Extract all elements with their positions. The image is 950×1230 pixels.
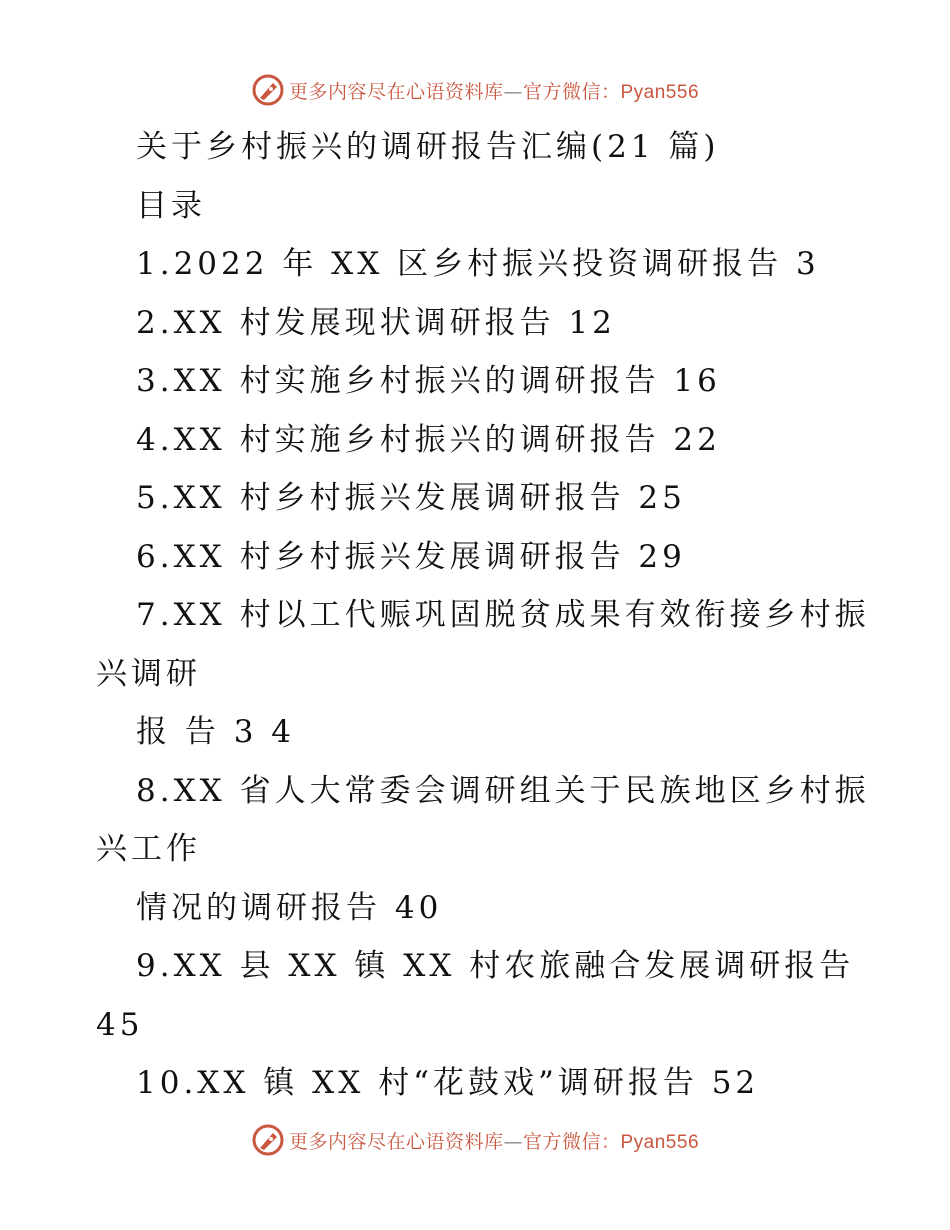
- toc-item-2: 2.XX 村发展现状调研报告 12: [136, 304, 616, 341]
- footer-banner-text: 更多内容尽在心语资料库—官方微信：Pyan556: [288, 1130, 700, 1153]
- toc-item-9-page: 45: [96, 1006, 144, 1043]
- toc-item-4: 4.XX 村实施乡村振兴的调研报告 22: [136, 421, 721, 458]
- toc-item-1: 1.2022 年 XX 区乡村振兴投资调研报告 3: [136, 246, 820, 282]
- toc-item-7-cont: 兴调研: [96, 655, 201, 692]
- footer-banner: [0, 1120, 950, 1160]
- toc-item-7-page: 报 告 3 4: [136, 714, 296, 750]
- toc-item-9: 9.XX 县 XX 镇 XX 村农旅融合发展调研报告: [136, 948, 855, 984]
- toc-heading: 目录: [136, 187, 206, 224]
- document-body: [96, 118, 870, 1113]
- toc-item-7: 7.XX 村以工代赈巩固脱贫成果有效衔接乡村振: [136, 597, 870, 633]
- toc-item-8-cont: 兴工作: [96, 831, 201, 867]
- document-title: 关于乡村振兴的调研报告汇编(21 篇): [136, 129, 720, 165]
- header-banner: [0, 70, 950, 110]
- toc-item-3: 3.XX 村实施乡村振兴的调研报告 16: [136, 363, 721, 399]
- toc-item-5: 5.XX 村乡村振兴发展调研报告 25: [136, 480, 686, 516]
- toc-item-8: 8.XX 省人大常委会调研组关于民族地区乡村振: [136, 772, 870, 809]
- fountain-pen-logo-icon: [251, 1123, 285, 1157]
- fountain-pen-logo-icon: [251, 73, 285, 107]
- toc-item-10: 10.XX 镇 XX 村“花鼓戏”调研报告 52: [136, 1065, 760, 1101]
- header-banner-text: 更多内容尽在心语资料库—官方微信：Pyan556: [288, 80, 700, 103]
- toc-item-6: 6.XX 村乡村振兴发展调研报告 29: [136, 538, 686, 575]
- toc-item-8-page: 情况的调研报告 40: [136, 889, 443, 926]
